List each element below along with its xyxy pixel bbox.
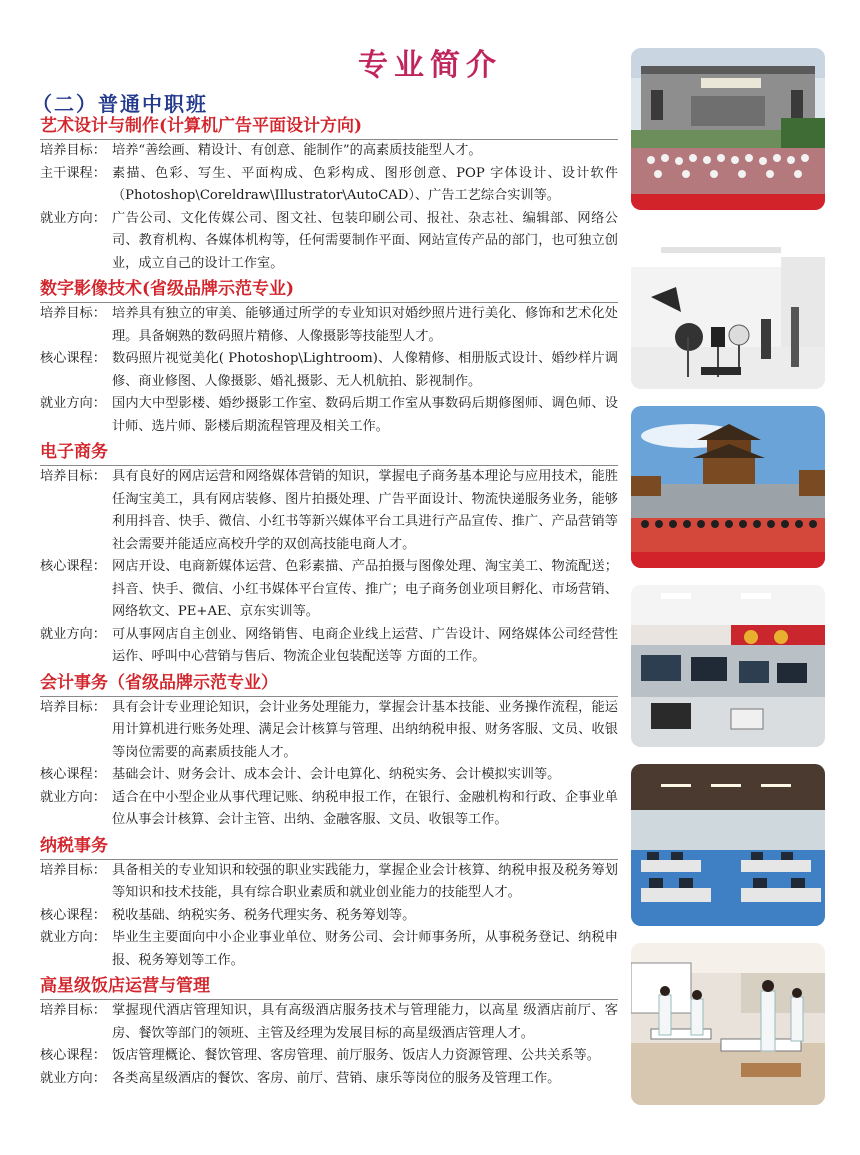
row-text: 各类高星级酒店的餐饮、客房、前厅、营销、康乐等岗位的服务及管理工作。 — [112, 1070, 561, 1086]
row-text: 具备相关的专业知识和较强的职业实践能力，掌握企业会计核算、纳税申报及税务筹划等知识和技术技能，具有综合职业素质和就业创业能力的技能型人才。 — [112, 862, 618, 900]
row-text: 具有会计专业理论知识，会计业务处理能力，掌握会计基本技能、业务操作流程，能运用计算机进行账务处理、满足会计核算与管理、出纳纳税申报、财务客服、文员、收银等岗位需要的高素质技能人才。 — [112, 699, 618, 760]
program-ecommerce — [40, 440, 618, 669]
row-label: 核心课程： — [40, 907, 106, 923]
program-row — [40, 1045, 618, 1068]
row-text: 具有良好的网店运营和网络媒体营销的知识，掌握电子商务基本理论与应用技术，能胜任淘宝美工，具有网店装修、图片拍摄处理、广告平面设计、物流快递服务业务，能够利用抖音、快手、微信、小红书等新兴媒体平台工具进行产品宣传、推广、产品营销等社会需要并能适应高校升学的双创高技能电商人才。 — [112, 469, 618, 552]
program-row — [40, 697, 618, 765]
row-label: 就业方向： — [40, 396, 106, 411]
program-row — [40, 860, 618, 905]
program-row — [40, 140, 618, 163]
program-art-design — [40, 114, 618, 275]
program-row — [40, 1068, 618, 1091]
hotel-training-room — [631, 943, 825, 1105]
row-label: 核心课程： — [40, 767, 106, 782]
row-label: 培养目标： — [40, 1003, 106, 1018]
row-label: 就业方向： — [40, 626, 106, 642]
program-row — [40, 163, 618, 208]
row-label: 就业方向： — [40, 1070, 106, 1086]
row-label: 培养目标： — [40, 306, 106, 321]
program-title: 高星级饭店运营与管理 — [40, 976, 210, 996]
section-subtitle: （二）普通中职班 — [32, 92, 208, 116]
row-label: 培养目标： — [40, 862, 106, 878]
row-label: 核心课程： — [40, 351, 106, 366]
program-title: 纳税事务 — [40, 835, 108, 856]
program-row — [40, 1000, 618, 1045]
program-row — [40, 927, 618, 972]
program-row — [40, 393, 618, 438]
tower-group-photo — [631, 406, 825, 568]
row-text: 适合在中小型企业从事代理记账、纳税申报工作，在银行、金融机构和行政、企事业单位从事会计核算、会计主管、出纳、金融客服、文员、收银等工作。 — [112, 789, 618, 827]
row-text: 培养具有独立的审美、能够通过所学的专业知识对婚纱照片进行美化、修饰和艺术化处理。具备娴熟的数码照片精修、人像摄影等技能型人才。 — [112, 306, 618, 344]
row-text: 税收基础、纳税实务、税务代理实务、税务筹划等。 — [112, 907, 416, 923]
row-label: 培养目标： — [40, 699, 106, 715]
program-title: 艺术设计与制作(计算机广告平面设计方向) — [40, 116, 363, 136]
row-text: 基础会计、财务会计、成本会计、会计电算化、纳税实务、会计模拟实训等。 — [112, 767, 561, 782]
program-row — [40, 787, 618, 832]
program-row — [40, 905, 618, 928]
row-label: 就业方向： — [40, 930, 106, 945]
program-title: 数字影像技术(省级品牌示范专业) — [40, 279, 295, 299]
computer-lab — [631, 764, 825, 926]
row-text: 素描、色彩、写生、平面构成、色彩构成、图形创意、POP 字体设计、设计软件（Photoshop\Coreldraw\Illustrator\AutoCAD）、广告工艺综合实训等。 — [112, 165, 618, 203]
row-label: 核心课程： — [40, 559, 106, 574]
ecommerce-lab — [631, 585, 825, 747]
program-list — [40, 114, 618, 1092]
row-text: 掌握现代酒店管理知识，具有高级酒店服务技术与管理能力，以高星 级酒店前厅、客房、餐饮等部门的领班、主管及经理为发展目标的高星级酒店管理人才。 — [112, 1003, 618, 1041]
program-title: 电子商务 — [40, 442, 108, 462]
program-row — [40, 764, 618, 787]
row-text: 培养“善绘画、精设计、有创意、能制作”的高素质技能型人才。 — [112, 143, 482, 158]
row-label: 培养目标： — [40, 469, 106, 484]
program-row — [40, 466, 618, 556]
row-text: 毕业生主要面向中小企业事业单位、财务公司、会计师事务所，从事税务登记、纳税申报、税务筹划等工作。 — [112, 930, 618, 968]
row-text: 可从事网店自主创业、网络销售、电商企业线上运营、广告设计、网络媒体公司经营性运作、呼叫中心营销与售后、物流企业包装配送等 方面的工作。 — [112, 626, 618, 664]
program-row — [40, 624, 618, 669]
program-accounting — [40, 671, 618, 832]
program-row — [40, 556, 618, 624]
row-text: 广告公司、文化传媒公司、图文社、包装印刷公司、报社、杂志社、编辑部、网络公司、教育机构、各媒体机构等，任何需要制作平面、网站宣传产品的部门，也可独立创业，成立自己的设计工作室。 — [112, 210, 618, 271]
program-tax — [40, 834, 618, 973]
program-row — [40, 303, 618, 348]
program-digital-imaging — [40, 277, 618, 438]
row-label: 培养目标： — [40, 143, 106, 158]
photo-column — [631, 48, 825, 1122]
program-row — [40, 208, 618, 276]
row-text: 饭店管理概论、餐饮管理、客房管理、前厅服务、饭店人力资源管理、公共关系等。 — [112, 1048, 600, 1063]
row-label: 就业方向： — [40, 789, 106, 805]
program-title: 会计事务（省级品牌示范专业） — [40, 672, 278, 693]
page-title: 专业简介 — [358, 48, 502, 83]
row-text: 数码照片视觉美化( Photoshop\Lightroom)、人像精修、相册版式设计、婚纱样片调修、商业修图、人像摄影、婚礼摄影、无人机航拍、影视制作。 — [112, 351, 618, 389]
row-label: 核心课程： — [40, 1048, 106, 1063]
row-text: 国内大中型影楼、婚纱摄影工作室、数码后期工作室从事数码后期修图师、调色师、设计师、选片师、影楼后期流程管理及相关工作。 — [112, 396, 618, 434]
photo-studio — [631, 227, 825, 389]
program-hotel — [40, 974, 618, 1090]
school-building-group-photo — [631, 48, 825, 210]
row-label: 主干课程： — [40, 165, 106, 181]
program-row — [40, 348, 618, 393]
row-label: 就业方向： — [40, 210, 106, 226]
row-text: 网店开设、电商新媒体运营、色彩素描、产品拍摄与图像处理、淘宝美工、物流配送；抖音、快手、微信、小红书媒体平台宣传、推广；电子商务创业项目孵化、市场营销、网络软文、PE+AE、京东实训等。 — [112, 559, 618, 619]
